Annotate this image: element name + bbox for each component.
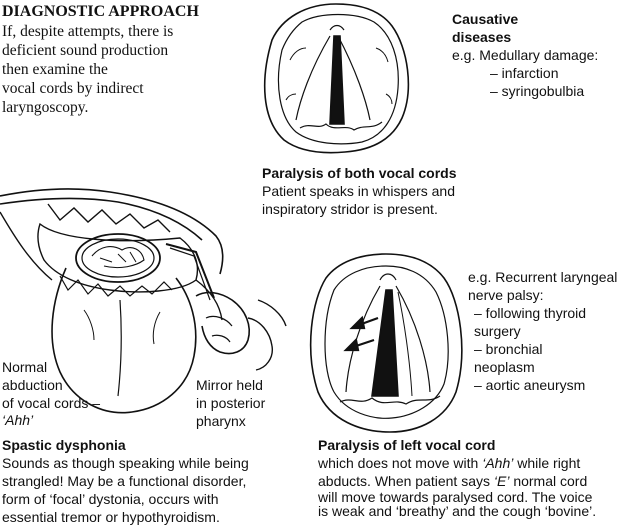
larynx-both-paralysed-illustration bbox=[265, 4, 409, 153]
diagnostic-heading: DIAGNOSTIC APPROACH bbox=[2, 3, 199, 20]
causative-title: Causative diseases bbox=[452, 11, 519, 45]
normal-quote: ‘Ahh’ bbox=[2, 412, 34, 428]
larynx-left-paralysed-illustration bbox=[311, 254, 462, 432]
recurrent-item-3: – aortic aneurysm bbox=[474, 377, 586, 393]
spastic-title: Spastic dysphonia bbox=[2, 437, 126, 453]
spastic-body: Sounds as though speaking while being strangled! May be a functional disorder, form of ‘focal’ dystonia, occurs with essential tremor or hypothyroidism. bbox=[2, 455, 249, 525]
causative-intro: e.g. Medullary damage: bbox=[452, 47, 599, 63]
left-cord-line-3: will move towards paralysed cord. The voice is weak and ‘breathy’ and the cough ‘bovine’. bbox=[318, 489, 597, 519]
left-cord-line-2 bbox=[318, 472, 587, 490]
normal-label: Normal abduction of vocal cords – bbox=[2, 359, 101, 411]
left-cord-title: Paralysis of left vocal cord bbox=[318, 437, 496, 453]
left-cord-line-1c: while right bbox=[513, 455, 581, 471]
causative-item-2: – syringobulbia bbox=[490, 83, 585, 99]
left-cord-line-1 bbox=[318, 454, 580, 472]
left-cord-ahh: ‘Ahh’ bbox=[482, 455, 514, 471]
recurrent-intro: e.g. Recurrent laryngeal nerve palsy: bbox=[468, 269, 618, 303]
recurrent-item-2: – bronchial neoplasm bbox=[474, 341, 543, 375]
recurrent-item-1: – following thyroid surgery bbox=[474, 305, 587, 339]
left-cord-line-2a: abducts. When patient says bbox=[318, 473, 494, 489]
left-cord-line-2c: normal cord bbox=[509, 473, 588, 489]
mirror-label: Mirror held in posterior pharynx bbox=[196, 377, 266, 429]
left-cord-e: ‘E’ bbox=[493, 473, 510, 489]
left-cord-line-1a: which does not move with bbox=[318, 455, 483, 471]
both-cords-title: Paralysis of both vocal cords bbox=[262, 165, 457, 181]
causative-item-1: – infarction bbox=[490, 65, 559, 81]
cord-movement-arrows bbox=[346, 318, 378, 350]
both-cords-body: Patient speaks in whispers and inspiratory stridor is present. bbox=[262, 183, 455, 217]
diagnostic-body: If, despite attempts, there is deficient sound production then examine the vocal cords by indirect laryngoscopy. bbox=[2, 23, 174, 116]
